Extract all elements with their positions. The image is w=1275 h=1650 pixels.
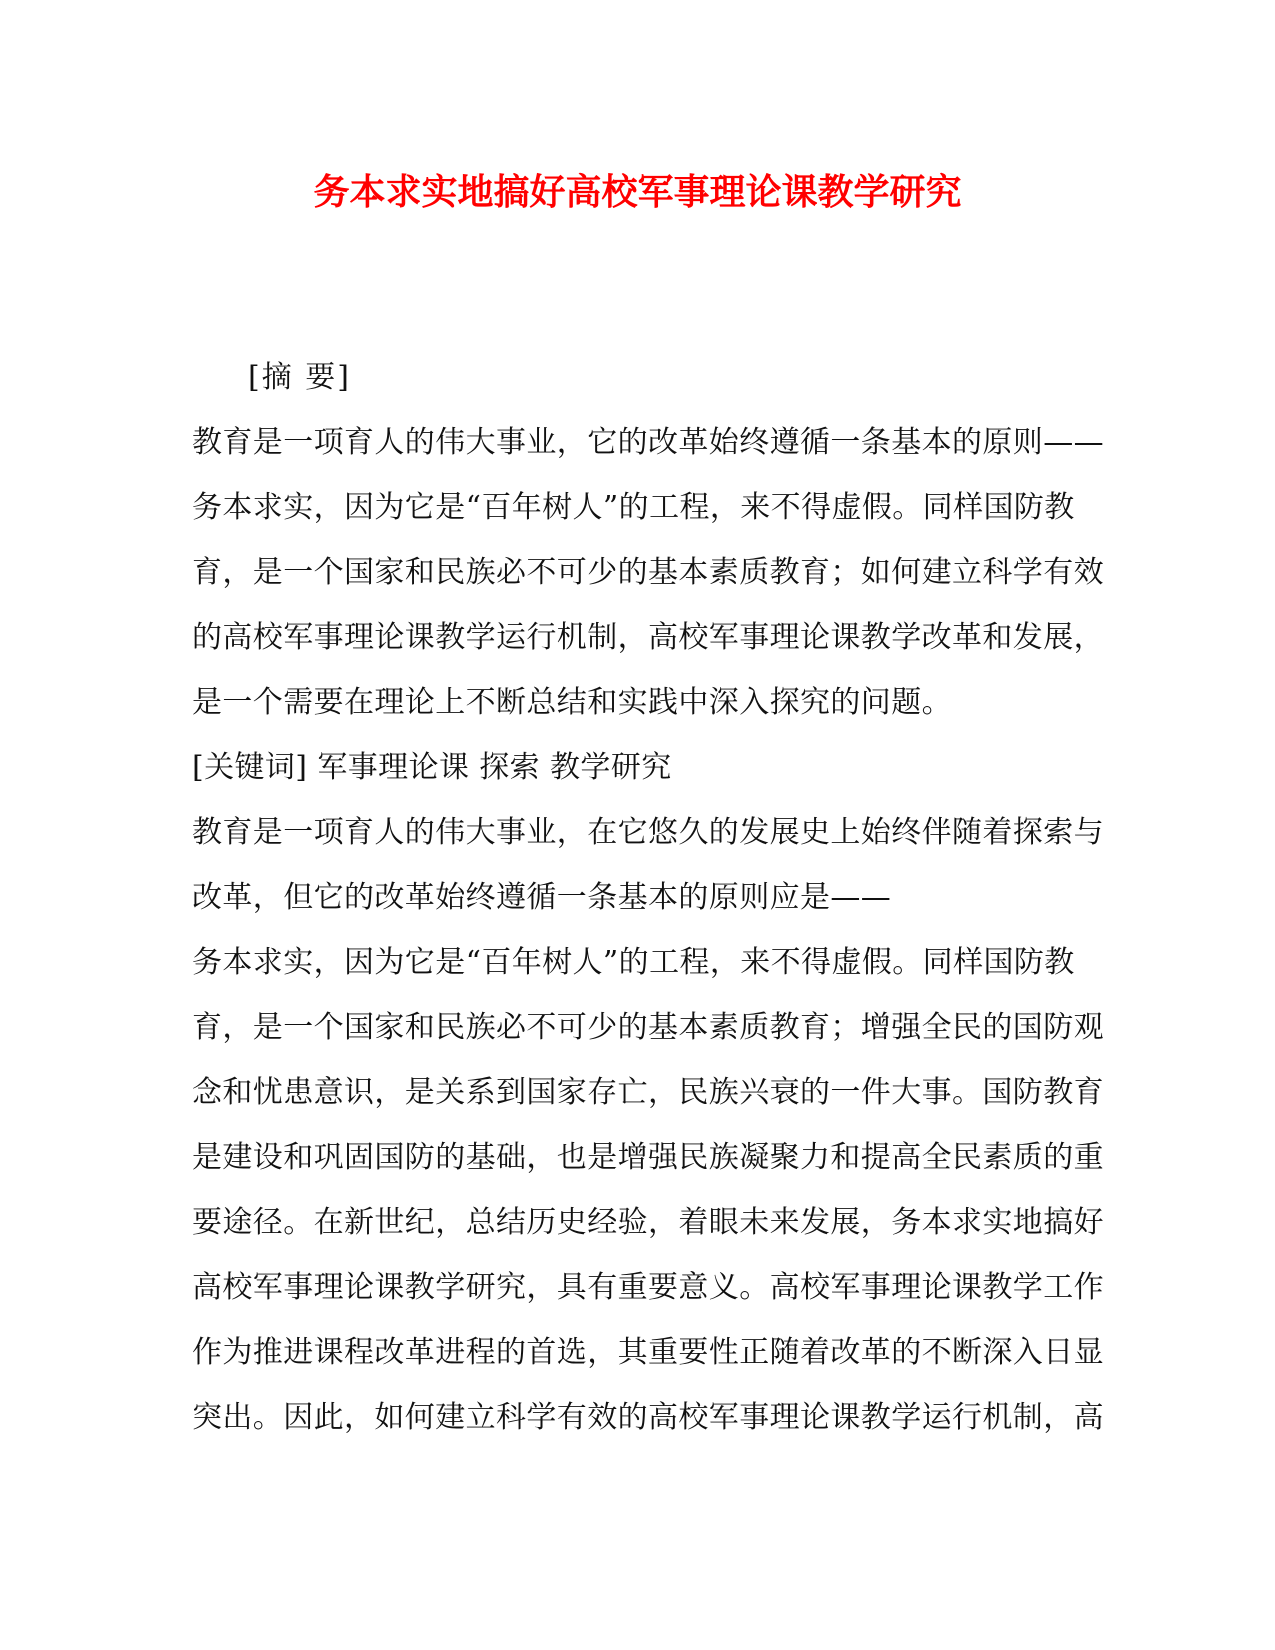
body-line: 育，是一个国家和民族必不可少的基本素质教育；增强全民的国防观 — [192, 1010, 1104, 1045]
body-line: 是建设和巩固国防的基础，也是增强民族凝聚力和提高全民素质的重 — [192, 1140, 1104, 1175]
document-title: 务本求实地搞好高校军事理论课教学研究 — [313, 171, 962, 213]
body-line: 要途径。在新世纪，总结历史经验，着眼未来发展，务本求实地搞好 — [192, 1205, 1104, 1240]
body-line: 改革，但它的改革始终遵循一条基本的原则应是—— — [192, 880, 892, 915]
body-line: 务本求实，因为它是“百年树人”的工程，来不得虚假。同样国防教 — [192, 945, 1075, 980]
body-line: 育，是一个国家和民族必不可少的基本素质教育；如何建立科学有效 — [192, 555, 1104, 590]
body-line: 的高校军事理论课教学运行机制，高校军事理论课教学改革和发展， — [192, 620, 1104, 655]
body-line: 教育是一项育人的伟大事业，它的改革始终遵循一条基本的原则—— — [192, 425, 1104, 460]
body-line: 务本求实，因为它是“百年树人”的工程，来不得虚假。同样国防教 — [192, 490, 1075, 525]
abstract-heading: [摘 要] — [248, 360, 351, 395]
body-line: 念和忧患意识，是关系到国家存亡，民族兴衰的一件大事。国防教育 — [192, 1075, 1104, 1110]
body-line: 突出。因此，如何建立科学有效的高校军事理论课教学运行机制，高 — [192, 1400, 1104, 1435]
keywords-line: [关键词] 军事理论课 探索 教学研究 — [192, 750, 672, 785]
body-line: 是一个需要在理论上不断总结和实践中深入探究的问题。 — [192, 685, 952, 720]
body-line: 高校军事理论课教学研究，具有重要意义。高校军事理论课教学工作 — [192, 1270, 1104, 1305]
body-line: 教育是一项育人的伟大事业，在它悠久的发展史上始终伴随着探索与 — [192, 815, 1104, 850]
body-line: 作为推进课程改革进程的首选，其重要性正随着改革的不断深入日显 — [192, 1335, 1104, 1370]
document-body — [192, 358, 1104, 1463]
